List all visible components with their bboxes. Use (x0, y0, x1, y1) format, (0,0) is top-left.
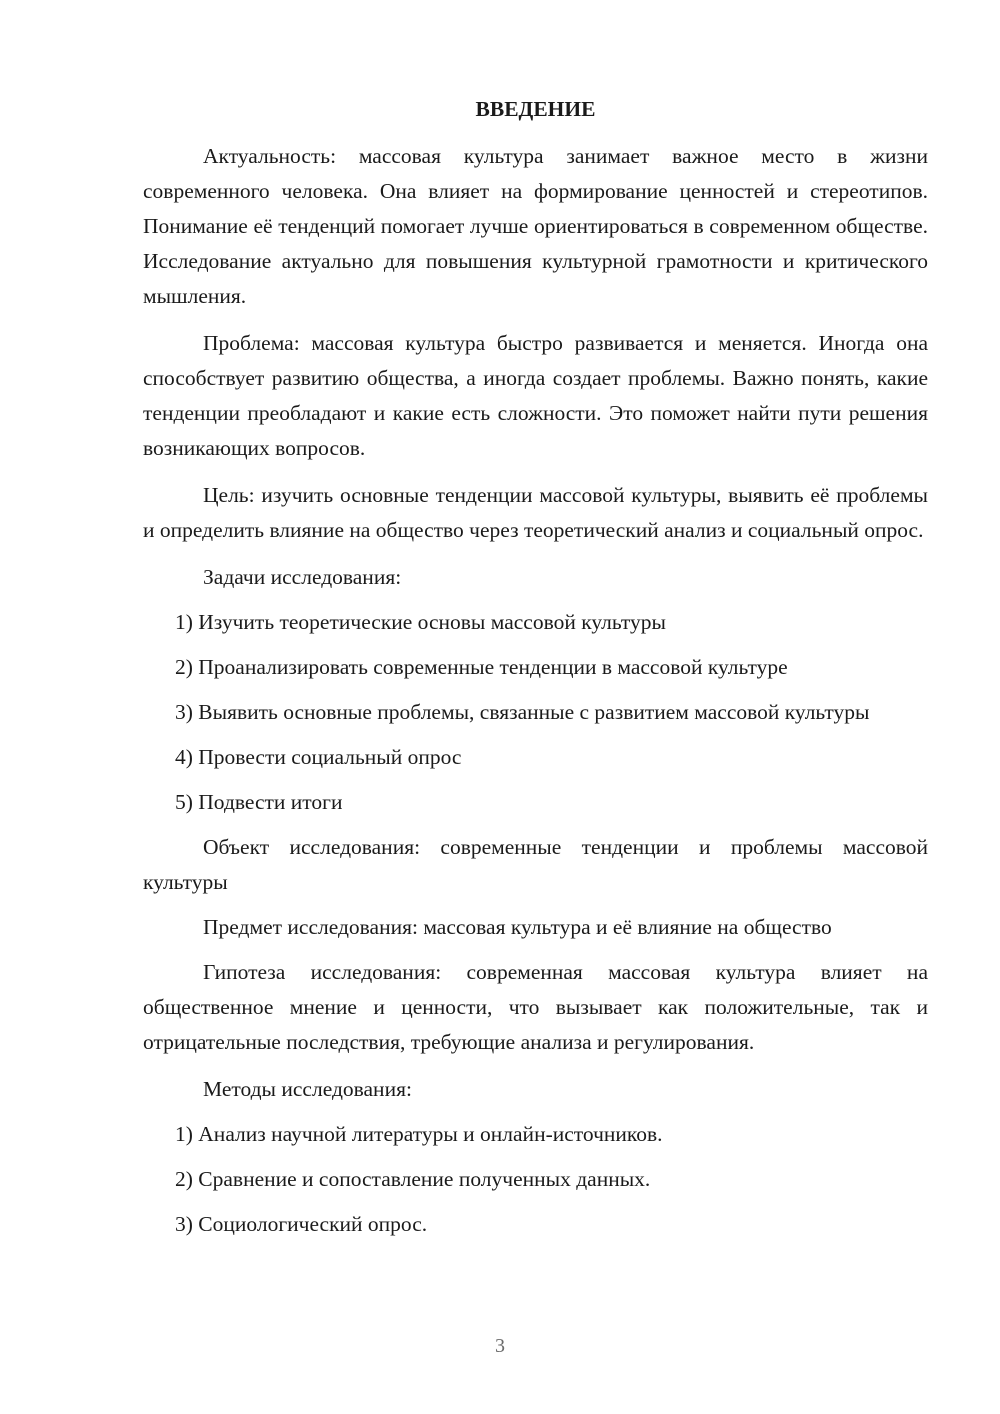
task-item: 2) Проанализировать современные тенденции в массовой культуре (175, 655, 788, 679)
methods-title: Методы исследования: (203, 1077, 412, 1101)
relevance-paragraph: Актуальность: массовая культура занимает важное место в жизни современного человека. Она влияет на формирование ценностей и стереотипов. Понимание её тенденций помогает лучше ориентироваться в современном обществе. Исследование актуально для повышения культурной грамотности и критического мышления. (143, 144, 928, 308)
task-item: 4) Провести социальный опрос (175, 745, 462, 769)
object-paragraph: Объект исследования: современные тенденции и проблемы массовой культуры (143, 835, 928, 894)
page-number: 3 (495, 1335, 505, 1357)
tasks-title: Задачи исследования: (203, 565, 402, 589)
problem-paragraph: Проблема: массовая культура быстро развивается и меняется. Иногда она способствует развитию общества, а иногда создает проблемы. Важно понять, какие тенденции преобладают и какие есть сложности. Это поможет найти пути решения возникающих вопросов. (143, 331, 928, 460)
section-heading: ВВЕДЕНИЕ (475, 97, 596, 121)
goal-paragraph: Цель: изучить основные тенденции массовой культуры, выявить её проблемы и определить влияние на общество через теоретический анализ и социальный опрос. (143, 483, 928, 542)
method-item: 3) Социологический опрос. (175, 1212, 428, 1236)
document-page (143, 92, 928, 1252)
task-item: 5) Подвести итоги (175, 790, 343, 814)
method-item: 1) Анализ научной литературы и онлайн-источников. (175, 1122, 663, 1146)
method-item: 2) Сравнение и сопоставление полученных данных. (175, 1167, 651, 1191)
task-item: 3) Выявить основные проблемы, связанные с развитием массовой культуры (175, 700, 870, 724)
hypothesis-paragraph: Гипотеза исследования: современная массовая культура влияет на общественное мнение и ценности, что вызывает как положительные, так и отрицательные последствия, требующие анализа и регулирования. (143, 960, 928, 1054)
task-item: 1) Изучить теоретические основы массовой культуры (175, 610, 666, 634)
subject-paragraph: Предмет исследования: массовая культура и её влияние на общество (203, 915, 832, 939)
